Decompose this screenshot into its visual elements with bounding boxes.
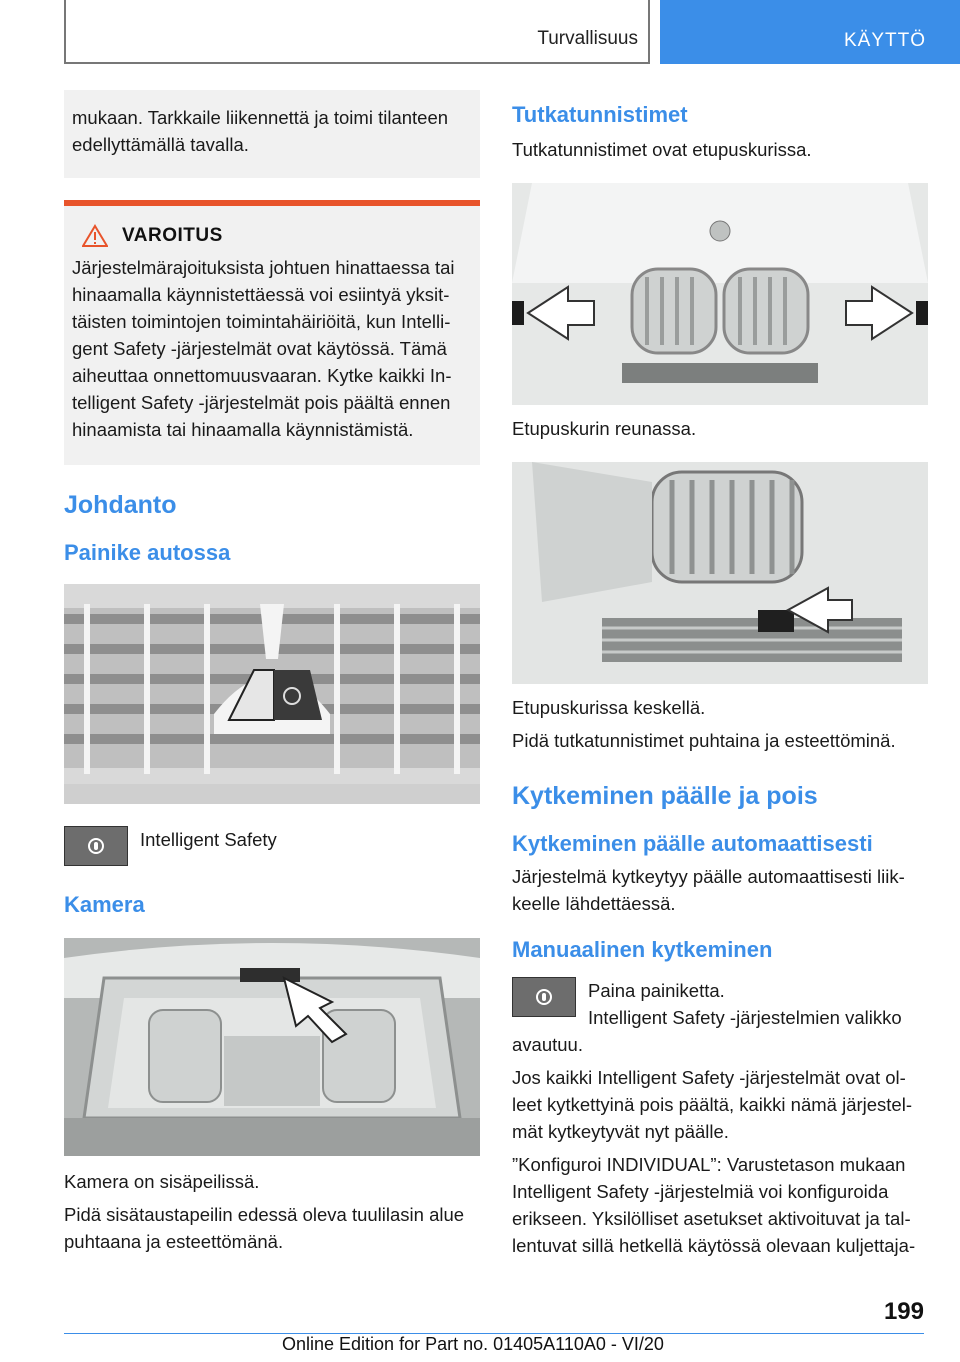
heading-intro: Johdanto xyxy=(64,491,177,519)
header-section-box xyxy=(64,0,650,64)
warning-box xyxy=(64,200,480,465)
manual-press-text: Paina painiketta. xyxy=(588,980,725,1001)
page-number: 199 xyxy=(883,1298,924,1325)
left-column xyxy=(64,90,480,1255)
camera-image xyxy=(64,938,480,1156)
auto-switch-text: Järjestelmä kytkeytyy päälle automaattisesti liikkeelle lähdettäessä. xyxy=(512,866,905,914)
camera-caption: Kamera on sisäpeilissä. xyxy=(64,1171,260,1192)
button-in-car-image xyxy=(64,584,480,804)
heading-auto-switch-on: Kytkeminen päälle automaattisesti xyxy=(512,831,873,856)
caption-bumper-center: Etupuskurissa keskellä. xyxy=(512,697,706,718)
heading-manual-switch: Manuaalinen kytkeminen xyxy=(512,937,773,962)
camera-text: Pidä sisätaustapeilin edessä oleva tuulilasin alue puhtaana ja esteettömänä. xyxy=(64,1204,465,1252)
header-chapter-box xyxy=(660,0,960,64)
warning-text: Järjestelmärajoituksista johtuen hinattaessa tai hinaamalla käynnistettäessä voi esiintyä yksittäisten toimintojen toimintahäiriöitä, kun Intelligent Safety -järjestelmät ovat käytössä. Tämä aiheuttaa onnettomuusvaaran. Kytke kaikki Intelligent Safety -järjestelmät pois päältä ennen hinaamista tai hinaamalla käynnistämistä. xyxy=(72,257,455,440)
radar-edge-image xyxy=(512,183,928,405)
header-chapter-title: KÄYTTÖ xyxy=(843,30,926,51)
heading-button-in-car: Painike autossa xyxy=(64,540,231,565)
footer-edition: Online Edition for Part no. 01405A110A0 - VI/20 xyxy=(282,1334,664,1354)
heading-camera: Kamera xyxy=(64,892,145,917)
right-column xyxy=(512,90,928,1259)
intelligent-safety-button-icon xyxy=(64,826,128,866)
caption-bumper-edge: Etupuskurin reunassa. xyxy=(512,418,697,439)
intelligent-safety-button-row xyxy=(64,826,480,866)
radar-intro: Tutkatunnistimet ovat etupuskurissa. xyxy=(512,139,812,160)
manual-menu-text: Intelligent Safety -järjestelmien valikko avautuu. xyxy=(512,1007,902,1055)
warning-title: VAROITUS xyxy=(122,225,223,246)
intelligent-safety-label: Intelligent Safety xyxy=(140,829,277,850)
manual-text-2: ”Konfiguroi INDIVIDUAL”: Varustetason mukaan Intelligent Safety -järjestelmiä voi konfiguroida erikseen. Yksilölliset asetukset aktivoituvat ja tallentuvat sillä hetkellä käytössä olevaan kuljettaja- xyxy=(512,1154,916,1256)
intelligent-safety-button-icon-2 xyxy=(512,977,576,1017)
heading-radar-sensors: Tutkatunnistimet xyxy=(512,102,688,127)
heading-switch-on-off: Kytkeminen päälle ja pois xyxy=(512,782,818,810)
radar-keep-clean: Pidä tutkatunnistimet puhtaina ja esteettöminä. xyxy=(512,730,896,751)
manual-text-1: Jos kaikki Intelligent Safety -järjestelmät ovat olleet kytkettyinä pois päältä, kaikki nämä järjestelmät kytkeytyvät nyt päälle. xyxy=(512,1067,913,1142)
note-text: mukaan. Tarkkaile liikennettä ja toimi tilanteen edellyttämällä tavalla. xyxy=(72,107,449,155)
continuation-note xyxy=(64,90,480,178)
radar-center-image xyxy=(512,462,928,684)
header-section-title: Turvallisuus xyxy=(537,28,638,49)
warning-triangle-icon xyxy=(82,224,108,248)
